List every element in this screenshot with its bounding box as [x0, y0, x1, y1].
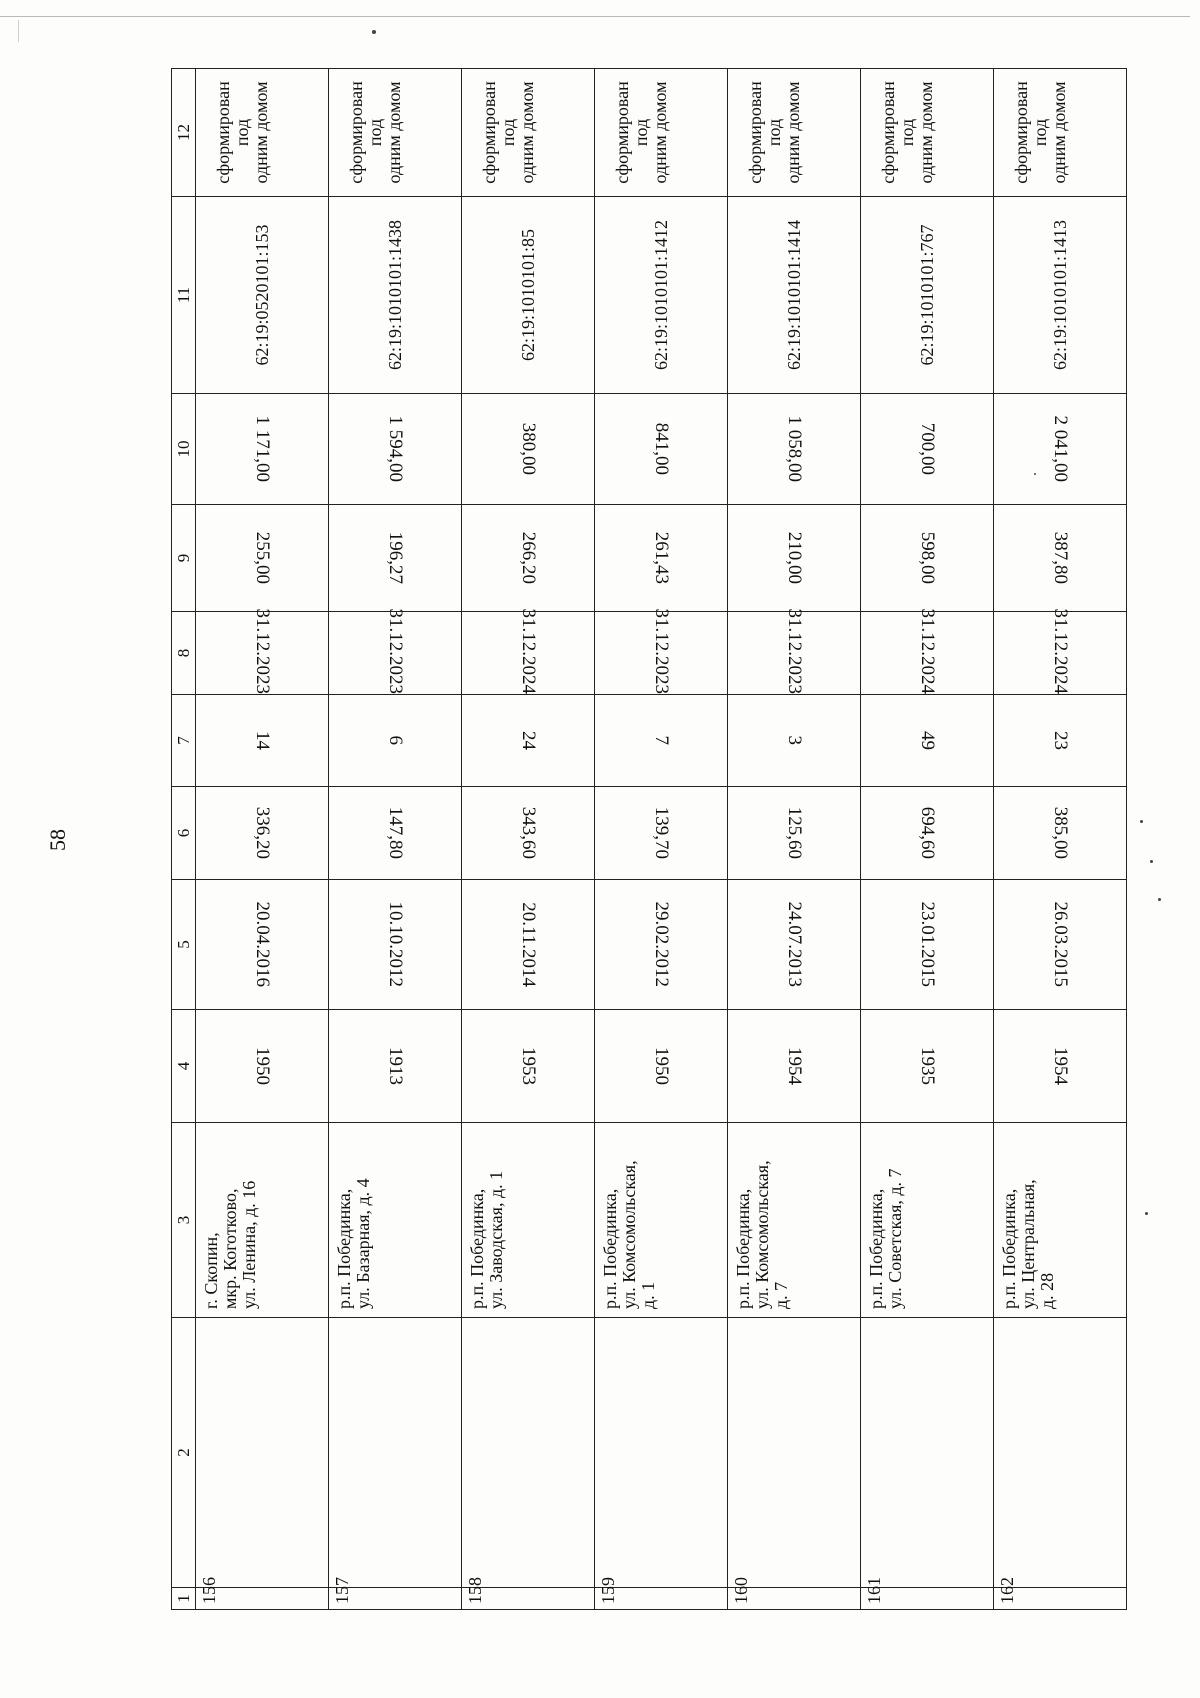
address-cell	[861, 1123, 994, 1318]
date-cell: 10.10.2012	[329, 880, 462, 1010]
cadastral-number-cell: 62:19:1010101:1414	[728, 197, 861, 394]
area-cell: 385,00	[994, 787, 1127, 880]
scan-speck	[1158, 898, 1161, 901]
row-number: 160	[728, 1588, 861, 1610]
column-header-1: 1	[172, 1588, 196, 1610]
note-cell-line: сформирован под	[479, 81, 518, 184]
date-cell: 20.11.2014	[462, 880, 595, 1010]
date-cell: 24.07.2013	[728, 880, 861, 1010]
note-cell-line: одним домом	[649, 81, 670, 184]
note-cell-line: одним домом	[1048, 81, 1069, 184]
year-cell: 1950	[196, 1010, 329, 1123]
date-cell: 20.04.2016	[196, 880, 329, 1010]
area2-cell: 598,00	[861, 505, 994, 612]
table-row	[329, 69, 462, 1610]
year-cell: 1954	[728, 1010, 861, 1123]
scan-edge-line	[0, 16, 1190, 17]
note-cell	[861, 69, 994, 197]
column-header-5: 5	[172, 880, 196, 1010]
table-row	[595, 69, 728, 1610]
residents-cell: 14	[196, 695, 329, 787]
address-cell-line: д. 28	[1036, 1272, 1057, 1309]
note-cell-line: сформирован под	[1011, 81, 1050, 184]
address-cell-line: мкр. Коготково,	[219, 1188, 240, 1309]
year-cell: 1953	[462, 1010, 595, 1123]
address-cell-line: д. 1	[637, 1281, 658, 1309]
row-number: 156	[196, 1588, 329, 1610]
table-row	[861, 69, 994, 1610]
note-cell	[728, 69, 861, 197]
address-cell-line: р.п. Побединка,	[999, 1188, 1019, 1309]
table-row	[728, 69, 861, 1610]
address-cell	[595, 1123, 728, 1318]
residents-cell: 7	[595, 695, 728, 787]
deadline-cell: 31.12.2023	[728, 612, 861, 695]
area-cell: 139,70	[595, 787, 728, 880]
address-cell-line: р.п. Побединка,	[600, 1188, 620, 1309]
column-header-2: 2	[172, 1318, 196, 1588]
cell-col2	[462, 1318, 595, 1588]
scan-speck	[1150, 860, 1153, 863]
area-cell: 147,80	[329, 787, 462, 880]
column-header-11: 11	[172, 197, 196, 394]
cell-col2	[728, 1318, 861, 1588]
deadline-cell: 31.12.2024	[861, 612, 994, 695]
address-cell-line: д. 7	[770, 1281, 791, 1309]
deadline-cell: 31.12.2023	[196, 612, 329, 695]
residents-cell: 49	[861, 695, 994, 787]
row-number: 161	[861, 1588, 994, 1610]
table-header-row	[172, 69, 196, 1610]
address-cell-line: ул. Заводская, д. 1	[485, 1170, 506, 1309]
scan-speck	[1140, 820, 1143, 823]
table-body	[196, 69, 1127, 1610]
cadastral-number-cell: 62:19:1010101:1412	[595, 197, 728, 394]
deadline-cell: 31.12.2023	[329, 612, 462, 695]
note-cell-line: сформирован под	[346, 81, 385, 184]
table-row	[994, 69, 1127, 1610]
cell-col2	[196, 1318, 329, 1588]
year-cell: 1950	[595, 1010, 728, 1123]
address-cell	[994, 1123, 1127, 1318]
year-cell: 1913	[329, 1010, 462, 1123]
column-header-10: 10	[172, 394, 196, 505]
deadline-cell: 31.12.2023	[595, 612, 728, 695]
address-cell-line: ул. Советская, д. 7	[884, 1168, 905, 1309]
land-area-cell: 700,00	[861, 394, 994, 505]
date-cell: 26.03.2015	[994, 880, 1127, 1010]
column-header-7: 7	[172, 695, 196, 787]
column-header-3: 3	[172, 1123, 196, 1318]
address-cell	[196, 1123, 329, 1318]
area2-cell: 266,20	[462, 505, 595, 612]
area-cell: 125,60	[728, 787, 861, 880]
cadastral-number-cell: 62:19:1010101:767	[861, 197, 994, 394]
table-row	[462, 69, 595, 1610]
land-area-cell: 1 594,00	[329, 394, 462, 505]
column-header-8: 8	[172, 612, 196, 695]
address-cell-line: ул. Ленина, д. 16	[238, 1180, 259, 1309]
year-cell: 1935	[861, 1010, 994, 1123]
cadastral-number-cell: 62:19:1010101:1438	[329, 197, 462, 394]
scan-edge-mark	[18, 20, 19, 42]
note-cell	[462, 69, 595, 197]
note-cell	[994, 69, 1127, 197]
note-cell-line: сформирован под	[745, 81, 784, 184]
rotated-table-wrapper	[171, 69, 1071, 1610]
area-cell: 694,60	[861, 787, 994, 880]
row-number: 162	[994, 1588, 1127, 1610]
scan-speck	[372, 30, 376, 34]
deadline-cell: 31.12.2024	[994, 612, 1127, 695]
area2-cell: 261,43	[595, 505, 728, 612]
land-area-cell: 841,00	[595, 394, 728, 505]
note-cell-line: сформирован под	[878, 81, 917, 184]
note-cell-line: одним домом	[915, 81, 936, 184]
cell-col2	[329, 1318, 462, 1588]
address-cell-line: ул. Базарная, д. 4	[352, 1178, 373, 1309]
cell-col2	[994, 1318, 1127, 1588]
address-cell	[728, 1123, 861, 1318]
residents-cell: 6	[329, 695, 462, 787]
land-area-cell: 1 058,00	[728, 394, 861, 505]
address-cell-line: г. Скопин,	[201, 1232, 221, 1309]
note-cell	[329, 69, 462, 197]
address-cell-line: р.п. Побединка,	[866, 1188, 886, 1309]
address-cell	[462, 1123, 595, 1318]
cell-col2	[861, 1318, 994, 1588]
note-cell-line: сформирован под	[213, 81, 252, 184]
column-header-9: 9	[172, 505, 196, 612]
address-cell-line: ул. Комсомольская,	[751, 1160, 772, 1309]
note-cell-line: сформирован под	[612, 81, 651, 184]
note-cell-line: одним домом	[516, 81, 537, 184]
deadline-cell: 31.12.2024	[462, 612, 595, 695]
area2-cell: 255,00	[196, 505, 329, 612]
address-cell-line: р.п. Побединка,	[467, 1188, 487, 1309]
row-number: 158	[462, 1588, 595, 1610]
housing-table	[171, 68, 1127, 1610]
column-header-4: 4	[172, 1010, 196, 1123]
note-cell-line: одним домом	[250, 81, 271, 184]
note-cell-line: одним домом	[782, 81, 803, 184]
residents-cell: 23	[994, 695, 1127, 787]
column-header-12: 12	[172, 69, 196, 197]
row-number: 159	[595, 1588, 728, 1610]
residents-cell: 3	[728, 695, 861, 787]
date-cell: 29.02.2012	[595, 880, 728, 1010]
land-area-cell: 2 041,00	[994, 394, 1127, 505]
scan-speck	[1145, 1212, 1148, 1215]
date-cell: 23.01.2015	[861, 880, 994, 1010]
column-header-6: 6	[172, 787, 196, 880]
table-row	[196, 69, 329, 1610]
address-cell	[329, 1123, 462, 1318]
land-area-cell: 1 171,00	[196, 394, 329, 505]
note-cell	[196, 69, 329, 197]
area-cell: 343,60	[462, 787, 595, 880]
cadastral-number-cell: 62:19:1010101:1413	[994, 197, 1127, 394]
page-number: 58	[45, 829, 70, 851]
cadastral-number-cell: 62:19:1010101:85	[462, 197, 595, 394]
note-cell	[595, 69, 728, 197]
row-number: 157	[329, 1588, 462, 1610]
area2-cell: 210,00	[728, 505, 861, 612]
note-cell-line: одним домом	[383, 81, 404, 184]
area2-cell: 196,27	[329, 505, 462, 612]
address-cell-line: ул. Центральная,	[1017, 1179, 1038, 1309]
residents-cell: 24	[462, 695, 595, 787]
land-area-cell: 380,00	[462, 394, 595, 505]
address-cell-line: р.п. Побединка,	[733, 1188, 753, 1309]
year-cell: 1954	[994, 1010, 1127, 1123]
address-cell-line: ул. Комсомольская,	[618, 1160, 639, 1309]
area2-cell: 387,80	[994, 505, 1127, 612]
area-cell: 336,20	[196, 787, 329, 880]
cell-col2	[595, 1318, 728, 1588]
cadastral-number-cell: 62:19:0520101:153	[196, 197, 329, 394]
address-cell-line: р.п. Побединка,	[334, 1188, 354, 1309]
